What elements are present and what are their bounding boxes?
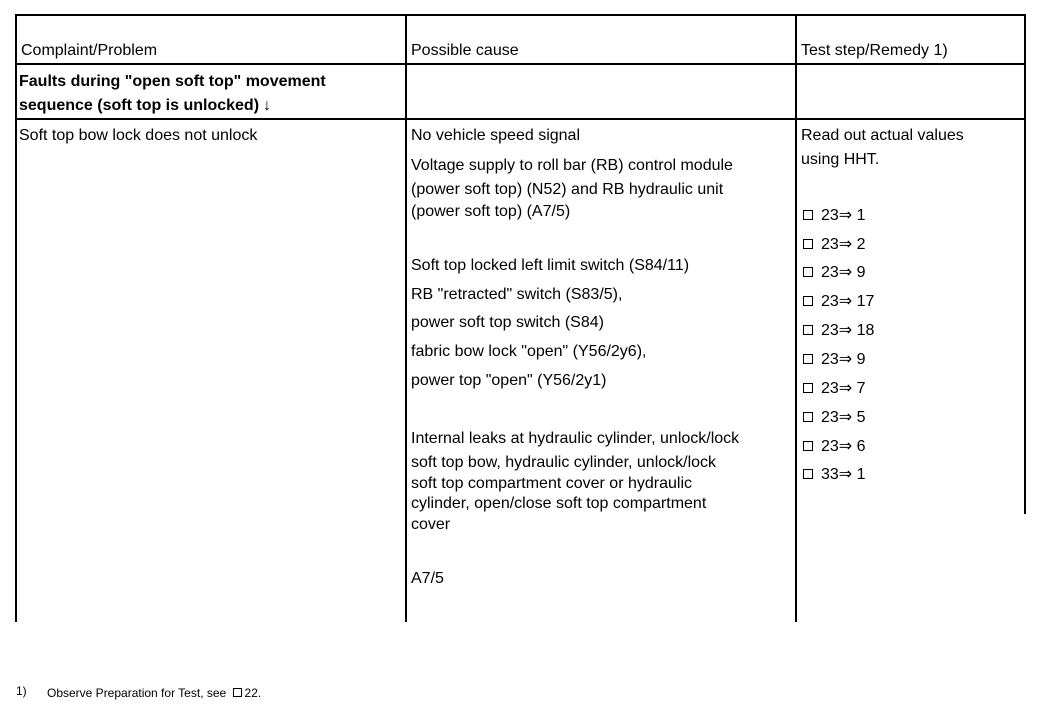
section-title-line2 — [19, 96, 271, 116]
test-step-ref[interactable] — [803, 206, 866, 226]
checkbox-icon — [803, 296, 813, 306]
test-step-ref-label: 23⇒ 5 — [821, 409, 866, 426]
column-divider-remedy — [795, 14, 797, 622]
cause-item: power soft top switch (S84) — [411, 314, 604, 331]
cause-item: fabric bow lock "open" (Y56/2y6), — [411, 343, 647, 360]
test-step-ref-label: 23⇒ 6 — [821, 438, 866, 455]
test-step-ref[interactable] — [803, 379, 866, 399]
section-title-line1: Faults during "open soft top" movement — [19, 73, 326, 90]
test-step-ref-label: 23⇒ 2 — [821, 236, 866, 253]
checkbox-icon — [803, 354, 813, 364]
header-remedy: Test step/Remedy 1) — [801, 42, 948, 59]
cause-item: RB "retracted" switch (S83/5), — [411, 286, 623, 303]
cause-item: power top "open" (Y56/2y1) — [411, 372, 607, 389]
checkbox-icon — [803, 325, 813, 335]
cause-item: Soft top locked left limit switch (S84/11) — [411, 257, 690, 274]
test-step-ref[interactable] — [803, 235, 866, 255]
table-right-border — [1024, 14, 1026, 514]
test-step-ref[interactable] — [803, 321, 874, 341]
test-step-ref[interactable] — [803, 292, 874, 312]
complaint-text: Soft top bow lock does not unlock — [19, 127, 258, 144]
test-step-ref-label: 23⇒ 18 — [821, 322, 875, 339]
cause-item: A7/5 — [411, 570, 444, 587]
checkbox-icon — [803, 210, 813, 220]
column-divider-cause — [405, 14, 407, 622]
test-step-ref[interactable] — [803, 408, 866, 428]
footnote-marker: 1) — [16, 684, 27, 698]
down-arrow-icon: ↓ — [263, 97, 272, 114]
checkbox-icon — [803, 267, 813, 277]
checkbox-icon — [803, 412, 813, 422]
test-step-ref-label: 23⇒ 9 — [821, 264, 866, 281]
test-step-ref-label: 33⇒ 1 — [821, 466, 866, 483]
checkbox-icon — [803, 441, 813, 451]
table-top-border — [15, 14, 1026, 16]
cause-item: soft top bow, hydraulic cylinder, unlock/lock — [411, 454, 717, 471]
table-left-border — [15, 14, 17, 622]
test-step-ref[interactable] — [803, 437, 866, 457]
checkbox-icon — [803, 469, 813, 479]
section-bottom-border — [15, 118, 1026, 120]
checkbox-icon — [803, 383, 813, 393]
cause-item: Voltage supply to roll bar (RB) control module — [411, 157, 733, 174]
cause-item: (power soft top) (A7/5) — [411, 203, 571, 220]
header-cause: Possible cause — [411, 42, 519, 59]
cause-item: (power soft top) (N52) and RB hydraulic unit — [411, 181, 724, 198]
footnote-ref[interactable]: 22. — [244, 686, 262, 700]
test-step-ref[interactable] — [803, 465, 866, 485]
cause-item: soft top compartment cover or hydraulic — [411, 475, 693, 492]
checkbox-icon — [233, 688, 242, 697]
footnote — [47, 686, 261, 700]
remedy-text: Read out actual values — [801, 127, 964, 144]
test-step-ref-label: 23⇒ 1 — [821, 207, 866, 224]
test-step-ref-label: 23⇒ 7 — [821, 380, 866, 397]
footnote-text: Observe Preparation for Test, see — [47, 686, 227, 700]
cause-item: Internal leaks at hydraulic cylinder, unlock/lock — [411, 430, 740, 447]
header-bottom-border — [15, 63, 1026, 65]
test-step-ref[interactable] — [803, 263, 866, 283]
cause-item: No vehicle speed signal — [411, 127, 580, 144]
remedy-text: using HHT. — [801, 151, 880, 168]
cause-item: cover — [411, 516, 451, 533]
test-step-ref-label: 23⇒ 9 — [821, 351, 866, 368]
section-title-line2-text: sequence (soft top is unlocked) — [19, 97, 260, 114]
test-step-ref[interactable] — [803, 350, 866, 370]
cause-item: cylinder, open/close soft top compartment — [411, 495, 707, 512]
checkbox-icon — [803, 239, 813, 249]
test-step-ref-label: 23⇒ 17 — [821, 293, 875, 310]
header-complaint: Complaint/Problem — [21, 42, 158, 59]
